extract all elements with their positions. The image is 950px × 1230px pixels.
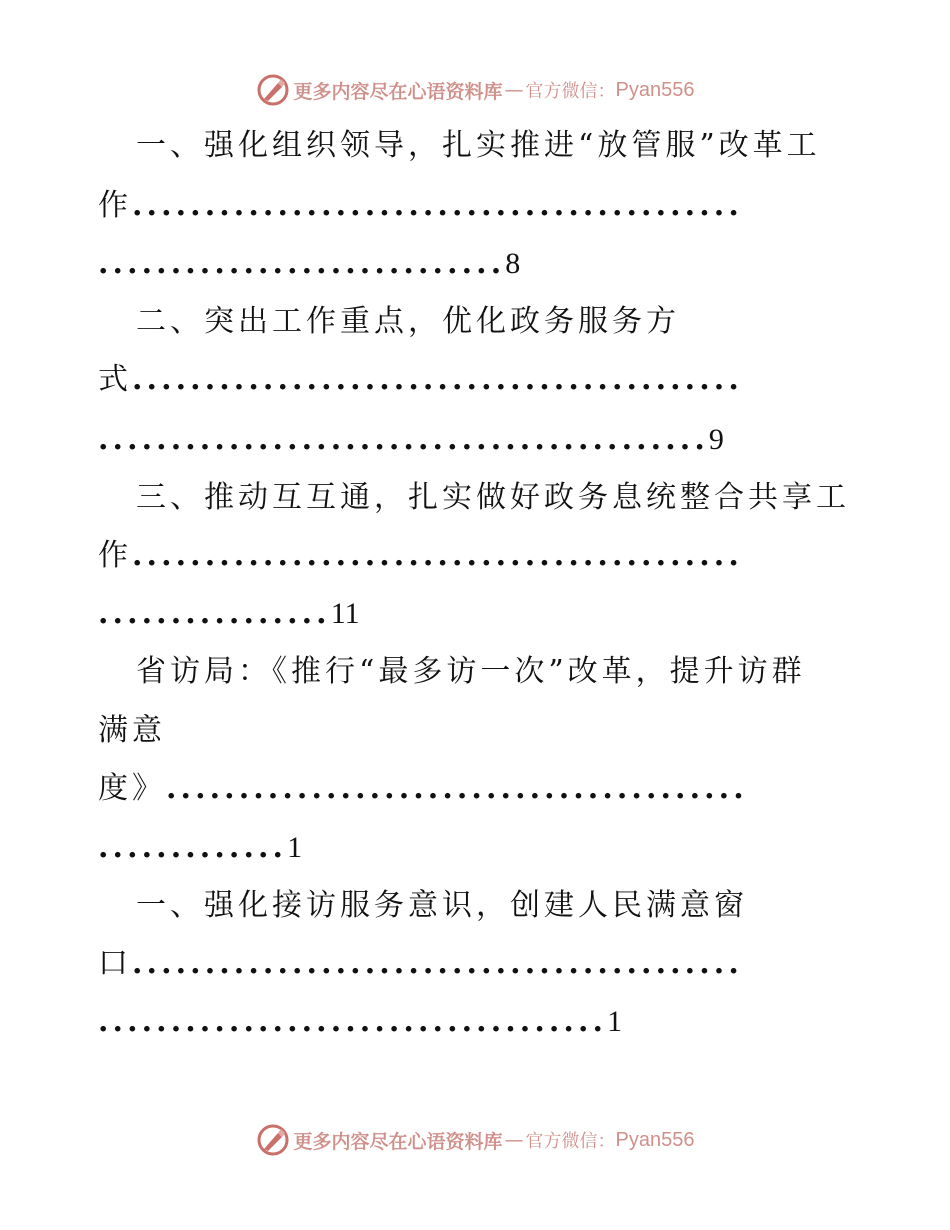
footer-watermark [0,1120,950,1160]
toc-entry-3-title: 三、推动互互通，扎实做好政务息统整合共享工 [136,480,850,515]
toc-entry-1-leader [98,186,858,226]
toc-entry-2-title: 二、突出工作重点，优化政务服务方 [136,304,680,339]
leader-dots: .......................................... [98,422,709,457]
toc-entry-3-tail: 作 [98,538,132,573]
toc-entry-4-tail: 度》 [98,771,166,806]
toc-entry-5-title: 一、强化接访服务意识，创建人民满意窗 [136,888,748,923]
leader-dots: ............. [98,830,288,865]
leader-dots: ................................... [98,1004,608,1039]
watermark-id: Pyan556 [615,78,695,101]
watermark-id: Pyan556 [615,1128,695,1151]
toc-entry-4-title: 省访局：《推行“最多访一次”改革，提升访群 [136,654,806,689]
toc-entry-3-leader [98,536,858,576]
toc-entry-3-page: 11 [330,597,360,630]
leader-dots: .......................................... [132,538,743,573]
toc-entry-5-leader [98,944,858,984]
toc-entry-2-tail: 式 [98,362,132,397]
leader-dots: .......................................... [132,188,743,223]
toc-entry-1-title: 一、强化组织领导，扎实推进“放管服”改革工 [136,128,821,163]
watermark-label: 官方微信： [525,81,616,102]
toc-entry-2-leader [98,360,858,400]
toc-entry-1-tail: 作 [98,188,132,223]
toc-entry-3-page-line [98,594,858,634]
toc-entry-5-page-line [98,1002,858,1042]
pen-logo-icon [256,1123,290,1157]
leader-dots: ............................ [98,246,506,281]
leader-dots: .......................................... [132,946,743,981]
toc-entry-5-page: 1 [607,1005,623,1038]
pen-logo-icon [256,73,290,107]
toc-entry-4-page-line [98,828,858,868]
toc-entry-1-page: 8 [505,247,521,280]
toc-entry-1-page-line [98,244,858,284]
watermark-text: 更多内容尽在心语资料库 [293,1130,503,1153]
watermark-text: 更多内容尽在心语资料库 [293,80,503,103]
watermark-dash: — [504,79,524,101]
leader-dots: .......................................... [132,362,743,397]
toc-entry-2-page: 9 [708,423,724,456]
watermark-dash: — [504,1129,524,1151]
toc-entry-4-page: 1 [287,831,303,864]
toc-entry-4-leader [98,769,858,809]
toc-entry-2-page-line [98,420,858,460]
toc-entry-5-tail: 口 [98,946,132,981]
toc-entry-4-title-cont: 满意 [98,713,166,748]
leader-dots: ................ [98,596,331,631]
watermark-label: 官方微信： [525,1131,616,1152]
leader-dots: ........................................ [166,771,748,806]
header-watermark [0,70,950,110]
